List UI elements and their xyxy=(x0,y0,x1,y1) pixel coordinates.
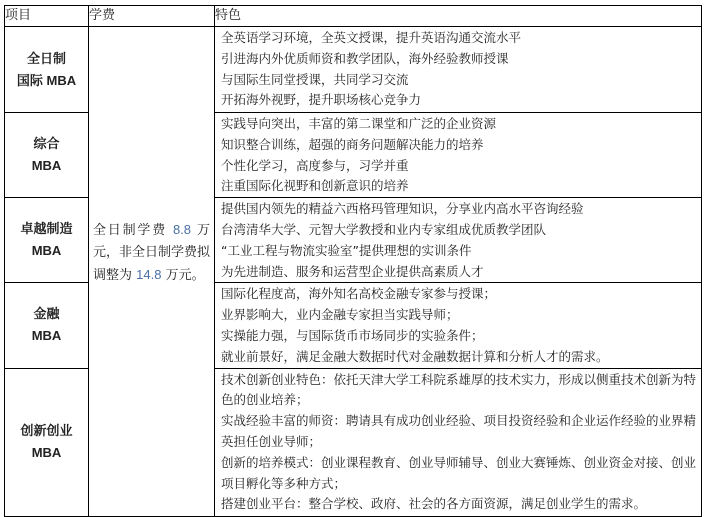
program-name: 综合 xyxy=(33,137,60,153)
feature-item: 实操能力强，与国际货币市场同步的实验条件； xyxy=(221,327,484,343)
features-cell xyxy=(215,368,702,516)
program-name: 卓越制造 xyxy=(20,222,73,238)
feature-item: 台湾清华大学、元智大学教授和业内专家组成优质教学团队 xyxy=(221,221,547,237)
feature-item: 全英语学习环境，全英文授课，提升英语沟通交流水平 xyxy=(221,30,522,45)
feature-item: 注重国际化视野和创新意识的培养 xyxy=(221,178,409,194)
part-time-fee: 14.8 xyxy=(136,267,162,283)
feature-item: 业界影响大，业内金融专家担当实践导师； xyxy=(221,307,459,323)
program-name: 创新创业 xyxy=(20,424,73,440)
program-type: 国际 MBA xyxy=(16,72,77,88)
feature-item: 搭建创业平台：整合学校、政府、社会的各方面资源，满足创业学生的需求。 xyxy=(221,496,647,512)
header-fee: 学费 xyxy=(89,6,215,27)
feature-item: 创新的培养模式：创业课程教育、创业导师辅导、创业大赛锤炼、创业资金对接、创业项目孵化等多种方式； xyxy=(221,454,697,491)
feature-item: 为先进制造、服务和运营型企业提供高素质人才 xyxy=(221,263,484,279)
features-cell xyxy=(215,283,702,368)
table-header-row xyxy=(5,6,702,27)
feature-item: 个性化学习，高度参与，习学并重 xyxy=(221,157,409,173)
feature-item: 开拓海外视野，提升职场核心竞争力 xyxy=(221,92,422,108)
program-name-cell xyxy=(5,283,89,368)
feature-item: 知识整合训练，超强的商务问题解决能力的培养 xyxy=(221,136,484,152)
program-name-cell xyxy=(5,27,89,113)
mba-programs-table xyxy=(4,5,702,517)
program-name-cell xyxy=(5,198,89,283)
full-time-fee: 8.8 xyxy=(172,222,192,238)
program-name: 金融 xyxy=(33,307,60,323)
tuition-cell xyxy=(89,27,215,517)
program-name-cell xyxy=(5,113,89,198)
feature-item: 技术创新创业特色：依托天津大学工科院系雄厚的技术实力，形成以侧重技术创新为特色的创业培养； xyxy=(221,371,697,408)
feature-item: 与国际生同堂授课，共同学习交流 xyxy=(221,71,409,87)
feature-item: “工业工程与物流实验室”提供理想的实训条件 xyxy=(221,242,472,258)
feature-item: 实践导向突出，丰富的第二课堂和广泛的企业资源 xyxy=(221,116,497,131)
feature-item: 国际化程度高，海外知名高校金融专家参与授课； xyxy=(221,286,497,302)
program-type: MBA xyxy=(31,328,62,344)
header-project: 项目 xyxy=(5,6,89,27)
features-cell xyxy=(215,27,702,113)
program-name-cell xyxy=(5,368,89,516)
features-cell xyxy=(215,113,702,198)
feature-item: 提供国内领先的精益六西格玛管理知识，分享业内高水平咨询经验 xyxy=(221,201,584,217)
program-type: MBA xyxy=(31,243,62,259)
feature-item: 引进海内外优质师资和教学团队，海外经验教师授课 xyxy=(221,50,509,66)
program-type: MBA xyxy=(31,445,62,461)
program-type: MBA xyxy=(31,158,62,174)
program-name: 全日制 xyxy=(26,51,66,67)
table-row xyxy=(5,27,702,113)
features-cell xyxy=(215,198,702,283)
header-features: 特色 xyxy=(215,6,702,27)
feature-item: 就业前景好，满足金融大数据时代对金融数据计算和分析人才的需求。 xyxy=(221,348,609,364)
feature-item: 实战经验丰富的师资：聘请具有成功创业经验、项目投资经验和企业运作经验的业界精英担任创业导师； xyxy=(221,413,697,449)
tuition-text: 全日制学费 8.8 万元，非全日制学费拟调整为 14.8 万元。 xyxy=(93,222,211,284)
